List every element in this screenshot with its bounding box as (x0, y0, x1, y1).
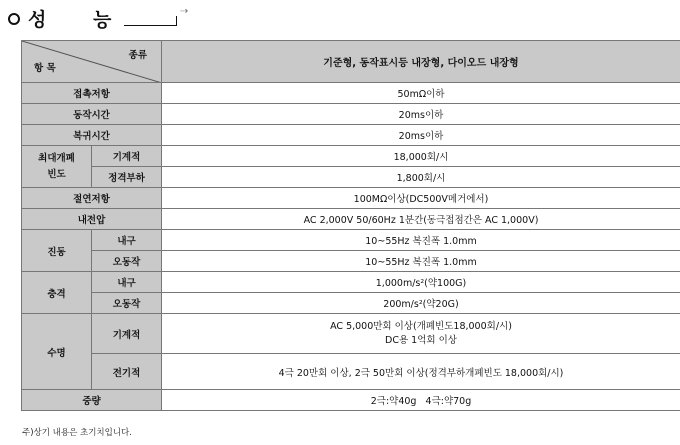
table-header-row (22, 41, 680, 83)
row-value: AC 2,000V 50/60Hz 1분간(동극접점간은 AC 1,000V) (162, 209, 680, 230)
row-value: 1,800회/시 (162, 167, 680, 188)
performance-table (21, 40, 680, 411)
table-row (22, 293, 680, 314)
table-row (22, 354, 680, 390)
footnote: 주)상기 내용은 초기치입니다. (22, 428, 132, 438)
table-row (22, 209, 680, 230)
row-value: 18,000회/시 (162, 146, 680, 167)
arrow-mark-icon: ⇢ (180, 6, 189, 17)
row-value (162, 314, 680, 354)
header-model-types: 기준형, 동작표시등 내장형, 다이오드 내장형 (162, 41, 680, 83)
row-value: 2극:약40g 4극:약70g (162, 390, 680, 411)
sub-label: 기계적 (92, 314, 162, 354)
group-label: 수명 (22, 314, 92, 390)
sub-label: 전기적 (92, 354, 162, 390)
row-value: 50mΩ이하 (162, 83, 680, 104)
row-label: 절연저항 (22, 188, 162, 209)
group-label: 진동 (22, 230, 92, 272)
corner-type-label: 종류 (128, 50, 147, 61)
title-underline (124, 16, 177, 26)
section-header (6, 4, 306, 32)
row-value: 4극 20만회 이상, 2극 50만회 이상(정격부하개폐빈도 18,000회/시) (162, 354, 680, 390)
table-row (22, 230, 680, 251)
row-label: 중량 (22, 390, 162, 411)
header-corner-cell (22, 41, 162, 83)
table-row (22, 146, 680, 167)
row-label: 내전압 (22, 209, 162, 230)
sub-label: 내구 (92, 272, 162, 293)
section-title: 성 능 (28, 9, 132, 31)
row-value: 20ms이하 (162, 125, 680, 146)
row-label: 복귀시간 (22, 125, 162, 146)
corner-item-label: 항 목 (34, 63, 56, 74)
sub-label: 정격부하 (92, 167, 162, 188)
table-row (22, 125, 680, 146)
table-row (22, 83, 680, 104)
table-row (22, 314, 680, 354)
table-row (22, 104, 680, 125)
table-row (22, 390, 680, 411)
sub-label: 기계적 (92, 146, 162, 167)
group-label: 최대개폐 빈도 (22, 146, 92, 188)
row-value: 10~55Hz 복진폭 1.0mm (162, 230, 680, 251)
group-label: 충격 (22, 272, 92, 314)
table-row (22, 167, 680, 188)
sub-label: 오동작 (92, 293, 162, 314)
table-row (22, 251, 680, 272)
row-value: 200m/s²(약20G) (162, 293, 680, 314)
table-row (22, 188, 680, 209)
row-value: 100MΩ이상(DC500V메거에서) (162, 188, 680, 209)
row-label: 접촉저항 (22, 83, 162, 104)
sub-label: 오동작 (92, 251, 162, 272)
life-mechanical-line2: DC용 1억회 이상 (385, 334, 457, 346)
row-label: 동작시간 (22, 104, 162, 125)
row-value: 1,000m/s²(약100G) (162, 272, 680, 293)
sub-label: 내구 (92, 230, 162, 251)
table-row (22, 272, 680, 293)
bullet-icon (8, 13, 20, 25)
row-value: 10~55Hz 복진폭 1.0mm (162, 251, 680, 272)
row-value: 20ms이하 (162, 104, 680, 125)
life-mechanical-line1: AC 5,000만회 이상(개폐빈도18,000회/시) (330, 320, 512, 332)
